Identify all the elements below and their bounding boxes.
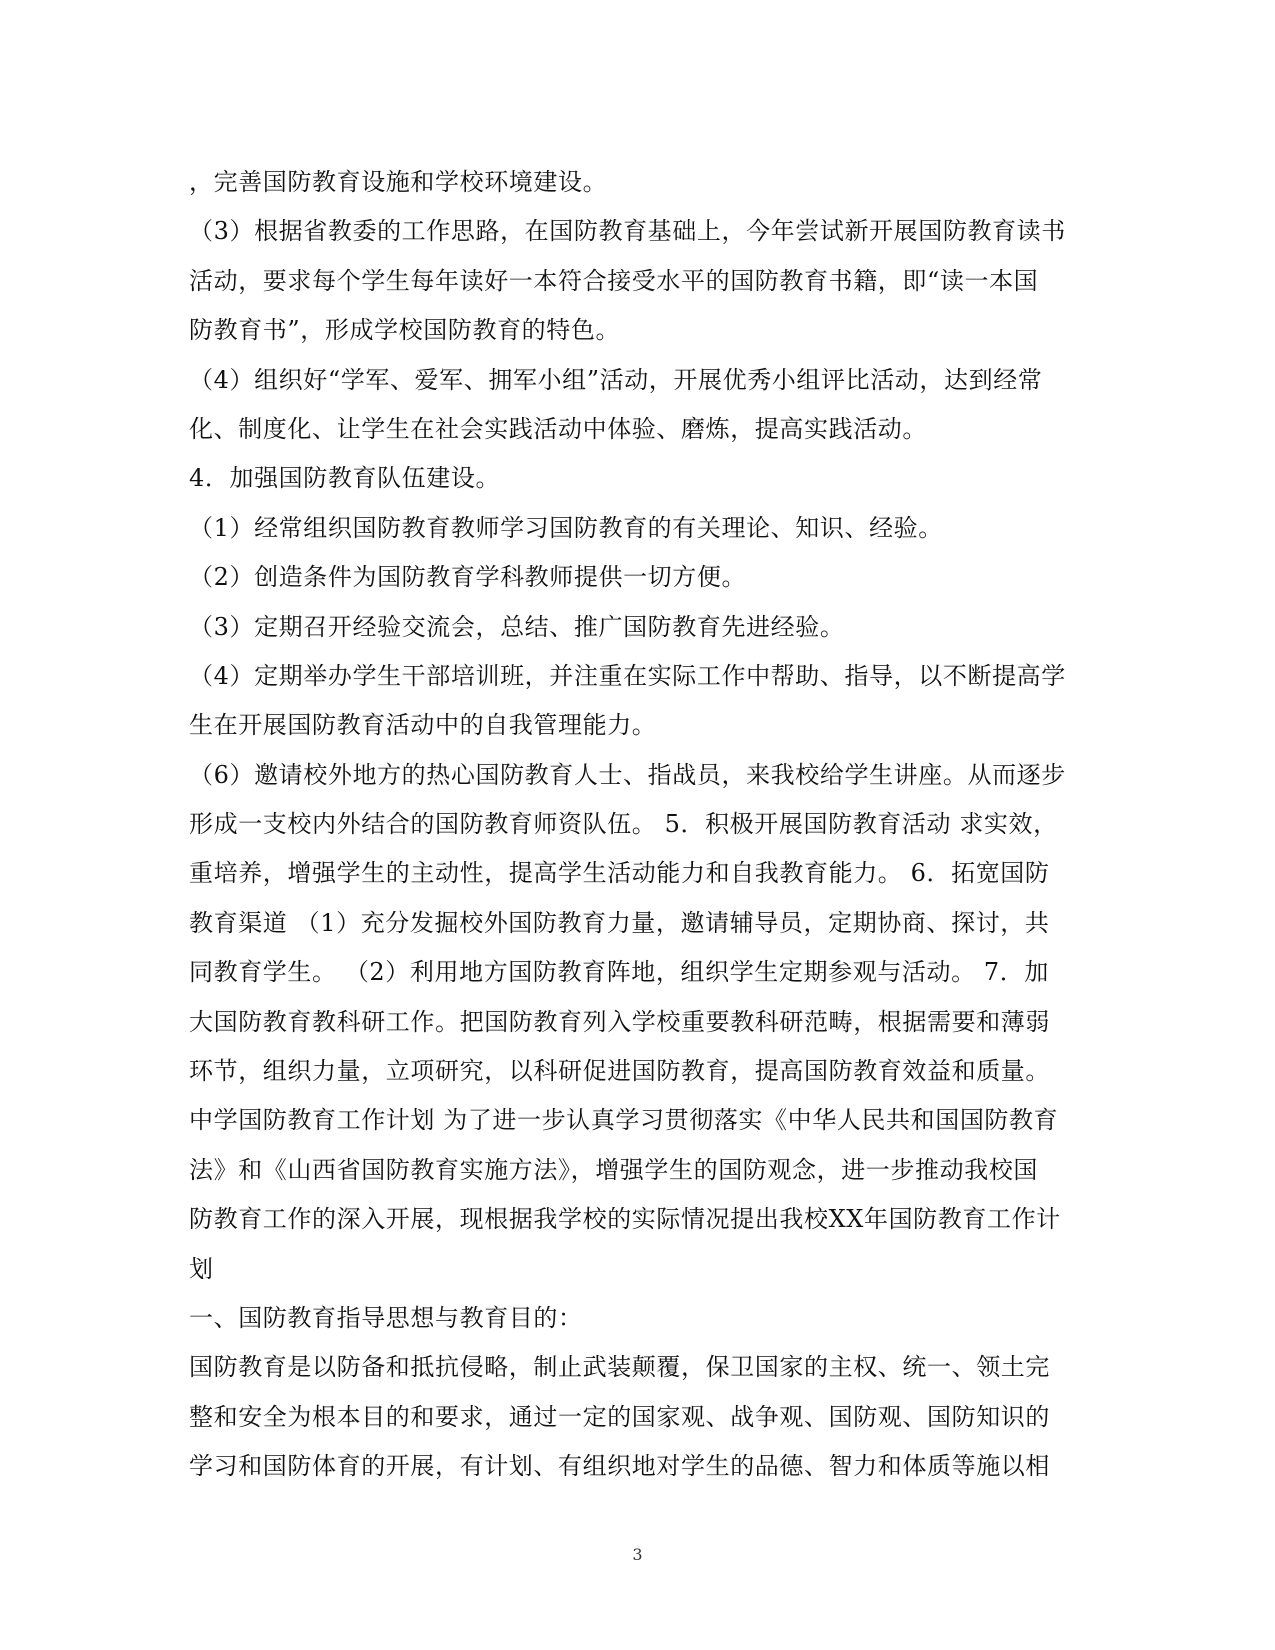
text-line: 法》和《山西省国防教育实施方法》，增强学生的国防观念，进一步推动我校国 [189,1155,1038,1184]
page-number: 3 [632,1545,643,1564]
section-heading: 4．加强国防教育队伍建设。 [189,464,501,493]
text-line: 化、制度化、让学生在社会实践活动中体验、磨炼，提高实践活动。 [189,414,927,443]
text-line: 中学国防教育工作计划 为了进一步认真学习贯彻落实《中华人民共和国国防教育 [189,1106,1059,1135]
text-line: 活动，要求每个学生每年读好一本符合接受水平的国防教育书籍，即“读一本国 [189,266,1039,295]
text-line: 生在开展国防教育活动中的自我管理能力。 [189,711,657,740]
text-line: （4）定期举办学生干部培训班，并注重在实际工作中帮助、指导，以不断提高学 [189,661,1066,690]
text-line: 防教育工作的深入开展，现根据我学校的实际情况提出我校XX年国防教育工作计 [189,1205,1061,1234]
text-line: 划 [189,1254,214,1283]
text-line: 国防教育是以防备和抵抗侵略，制止武装颠覆，保卫国家的主权、统一、领土完 [189,1353,1050,1382]
text-line: 防教育书”，形成学校国防教育的特色。 [189,316,621,345]
text-line: （4）组织好“学军、爱军、拥军小组”活动，开展优秀小组评比活动，达到经常 [189,365,1043,394]
text-line: 重培养，增强学生的主动性，提高学生活动能力和自我教育能力。 6．拓宽国防 [189,859,1050,888]
text-line: ，完善国防教育设施和学校环境建设。 [189,168,608,196]
text-line: 同教育学生。 （2）利用地方国防教育阵地，组织学生定期参观与活动。 7．加 [189,958,1049,987]
text-line: 学习和国防体育的开展，有计划、有组织地对学生的品德、智力和体质等施以相 [189,1452,1050,1481]
text-line: （3）定期召开经验交流会，总结、推广国防教育先进经验。 [189,612,845,641]
text-line: 大国防教育教科研工作。把国防教育列入学校重要教科研范畴，根据需要和薄弱 [189,1007,1050,1036]
text-line: （3）根据省教委的工作思路，在国防教育基础上，今年尝试新开展国防教育读书 [189,217,1066,246]
body-text [189,158,1084,1492]
text-line: 形成一支校内外结合的国防教育师资队伍。 5．积极开展国防教育活动 求实效， [189,810,1058,839]
text-line: （1）经常组织国防教育教师学习国防教育的有关理论、知识、经验。 [189,513,943,542]
section-heading: 一、国防教育指导思想与教育目的： [189,1303,583,1332]
text-line: （6）邀请校外地方的热心国防教育人士、指战员，来我校给学生讲座。从而逐步 [189,760,1066,789]
text-line: 教育渠道 （1）充分发掘校外国防教育力量，邀请辅导员，定期协商、探讨，共 [189,908,1050,937]
text-line: 整和安全为根本目的和要求，通过一定的国家观、战争观、国防观、国防知识的 [189,1402,1050,1431]
text-line: （2）创造条件为国防教育学科教师提供一切方便。 [189,563,747,592]
text-line: 环节，组织力量，立项研究，以科研促进国防教育，提高国防教育效益和质量。 [189,1057,1050,1086]
